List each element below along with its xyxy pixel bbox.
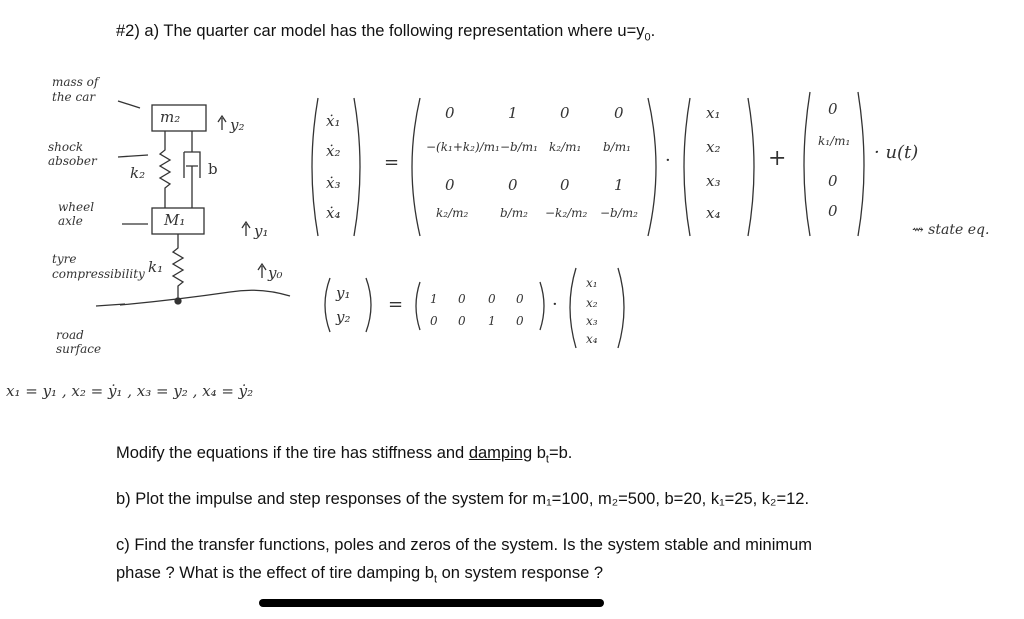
header-subscript: 0 bbox=[644, 31, 651, 44]
a-cell: 0 bbox=[560, 176, 570, 194]
part-a-underlined: damping bbox=[468, 444, 533, 462]
y1-label: y₁ bbox=[254, 222, 269, 240]
part-c-pre: phase ? What is the effect of tire damping b bbox=[116, 564, 434, 582]
paren-r bbox=[858, 92, 864, 236]
part-c-end: on system response ? bbox=[437, 564, 604, 582]
y2-arrow bbox=[218, 116, 226, 130]
part-a-sub: t bbox=[545, 453, 549, 466]
part-a-mid: b bbox=[532, 444, 546, 462]
a-cell: b/m₁ bbox=[603, 140, 631, 154]
damper-b bbox=[184, 131, 200, 208]
m1-label: M₁ bbox=[164, 211, 186, 229]
paren-l bbox=[804, 92, 810, 236]
k2-label: k₂ bbox=[130, 164, 146, 182]
a-cell: 0 bbox=[445, 104, 455, 122]
xdot-4: ẋ₄ bbox=[326, 204, 341, 222]
label-wheel-1: wheel bbox=[58, 200, 95, 214]
a-cell: b/m₂ bbox=[500, 206, 528, 220]
equals-sign: = bbox=[384, 152, 400, 173]
y0-label: y₀ bbox=[268, 264, 283, 282]
c-cell: 1 bbox=[488, 314, 496, 328]
part-a-pre: Modify the equations if the tire has stiffness and bbox=[116, 444, 469, 462]
a-cell: 0 bbox=[445, 176, 455, 194]
part-a-text bbox=[116, 444, 572, 465]
xdot-2: ẋ₂ bbox=[326, 142, 341, 160]
m2-label: m₂ bbox=[160, 108, 181, 126]
k1-label: k₁ bbox=[148, 258, 164, 276]
x-entry: x₂ bbox=[586, 296, 598, 310]
state-eq-annotation: ⇝ state eq. bbox=[912, 222, 990, 238]
paren-l bbox=[412, 98, 420, 236]
c-cell: 0 bbox=[516, 314, 524, 328]
y2-label: y₂ bbox=[230, 116, 245, 134]
paren-r bbox=[748, 98, 754, 236]
a-cell: 0 bbox=[560, 104, 570, 122]
paren-l bbox=[416, 282, 420, 330]
xdot-3: ẋ₃ bbox=[326, 174, 341, 192]
a-cell: 0 bbox=[508, 176, 518, 194]
output-equals-sign: = bbox=[388, 294, 404, 315]
state-definitions: x₁ = y₁ , x₂ = ẏ₁ , x₃ = y₂ , x₄ = ẏ₂ bbox=[6, 382, 254, 400]
input-term: · u(t) bbox=[874, 142, 919, 163]
output-dot: · bbox=[552, 294, 558, 315]
part-b-text: b) Plot the impulse and step responses of the system for m₁=100, m₂=500, b=20, k₁=25, k₂=12. bbox=[116, 490, 810, 508]
x-entry: x₄ bbox=[706, 204, 721, 222]
a-cell: −k₂/m₂ bbox=[545, 206, 588, 220]
x-entry: x₃ bbox=[586, 314, 598, 328]
paren-l bbox=[684, 98, 690, 236]
c-cell: 0 bbox=[458, 314, 466, 328]
a-cell: −(k₁+k₂)/m₁ bbox=[426, 140, 500, 154]
xdot-1: ẋ₁ bbox=[326, 112, 341, 130]
home-indicator-bar[interactable] bbox=[259, 599, 604, 607]
a-cell: −b/m₁ bbox=[500, 140, 538, 154]
b-entry: k₁/m₁ bbox=[818, 134, 851, 148]
x-entry: x₁ bbox=[706, 104, 721, 122]
a-cell: k₂/m₁ bbox=[549, 140, 582, 154]
c-cell: 0 bbox=[488, 292, 496, 306]
a-cell: −b/m₂ bbox=[600, 206, 638, 220]
plus-sign: + bbox=[768, 146, 787, 171]
a-cell: 1 bbox=[508, 104, 518, 122]
c-cell: 0 bbox=[516, 292, 524, 306]
paren-r bbox=[648, 98, 656, 236]
header-text: #2) a) The quarter car model has the following representation where u=y bbox=[116, 22, 645, 40]
x-entry: x₃ bbox=[706, 172, 721, 190]
arrow-shock bbox=[118, 155, 148, 157]
c-cell: 0 bbox=[430, 314, 438, 328]
b-label: b bbox=[208, 160, 218, 178]
label-shock-1: shock bbox=[48, 140, 84, 154]
paren-r bbox=[618, 268, 624, 348]
paren-r bbox=[540, 282, 544, 330]
label-road-2: surface bbox=[56, 342, 102, 356]
b-entry: 0 bbox=[828, 100, 838, 118]
a-cell: k₂/m₂ bbox=[436, 206, 469, 220]
b-entry: 0 bbox=[828, 202, 838, 220]
label-tyre-2: compressibility bbox=[52, 267, 145, 281]
part-c-sub: t bbox=[433, 573, 438, 586]
paren-l bbox=[325, 278, 330, 332]
y-entry: y₂ bbox=[336, 308, 351, 326]
part-a-end: =b. bbox=[548, 444, 573, 462]
label-shock-2: absober bbox=[48, 154, 97, 168]
label-wheel-2: axle bbox=[58, 214, 83, 228]
road-curve bbox=[120, 290, 290, 305]
label-mass-of-car-2: the car bbox=[52, 90, 96, 104]
dot-operator: · bbox=[665, 150, 671, 171]
part-c-line-1: c) Find the transfer functions, poles and zeros of the system. Is the system stable and minimum bbox=[116, 536, 813, 554]
label-tyre-1: tyre bbox=[52, 252, 77, 266]
paren-l bbox=[312, 98, 318, 236]
header-end: . bbox=[650, 22, 656, 40]
b-entry: 0 bbox=[828, 172, 838, 190]
c-cell: 1 bbox=[430, 292, 438, 306]
k1-spring bbox=[173, 234, 183, 298]
k2-spring bbox=[160, 131, 170, 208]
label-road-1: road bbox=[56, 328, 84, 342]
x-entry: x₂ bbox=[706, 138, 721, 156]
paren-r bbox=[366, 278, 371, 332]
x-entry: x₁ bbox=[586, 276, 598, 290]
y0-arrow bbox=[258, 264, 266, 278]
y1-arrow bbox=[242, 222, 250, 236]
paren-l bbox=[570, 268, 576, 348]
y-entry: y₁ bbox=[336, 284, 351, 302]
c-cell: 0 bbox=[458, 292, 466, 306]
part-c-line-2 bbox=[116, 564, 603, 585]
x-entry: x₄ bbox=[586, 332, 598, 346]
paren-r bbox=[354, 98, 360, 236]
a-cell: 1 bbox=[614, 176, 624, 194]
label-mass-of-car-1: mass of bbox=[52, 75, 99, 89]
a-cell: 0 bbox=[614, 104, 624, 122]
arrow-mass bbox=[118, 101, 140, 108]
